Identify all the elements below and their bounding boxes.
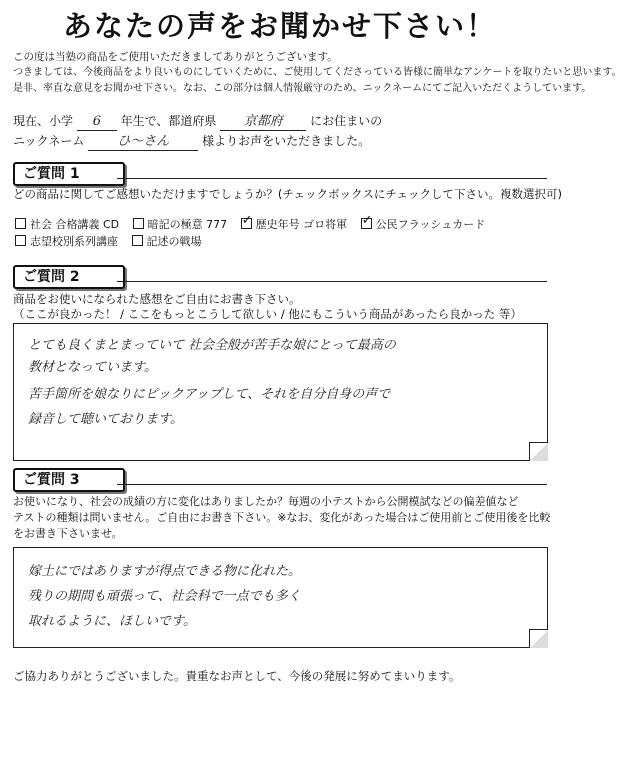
nickname-suffix: 様よりお声をいただきました。 [202,134,371,148]
q1-options-row-1 [15,217,495,233]
question-3-text-3: をお書き下さいませ。 [13,527,123,540]
intro-line-2: つきましては、今後商品をより良いものにしていくために、ご使用してくださっている皆様に簡単なアンケートを取りたいと思います。 [13,67,622,78]
option-memory-777[interactable]: 暗記の極意 777 [133,218,228,231]
answer-3-line-2: 残りの期間も頑張って、社会科で一点でも多く [28,589,301,604]
nickname-field[interactable]: ひ〜さん [88,134,198,151]
prefecture-field[interactable]: 京都府 [220,114,306,131]
answer-2-line-2: 教材となっています。 [28,360,157,375]
question-2-tab: ご質問 2 [13,265,125,289]
question-2-rule [117,281,547,282]
answer-2-line-1: とても良くまとまっていて 社会全般が苦手な娘にとって最高の [28,338,396,353]
question-1-tab: ご質問 1 [13,162,125,186]
checkbox-icon[interactable] [15,218,26,229]
checkbox-icon[interactable] [15,235,26,246]
checkbox-icon[interactable] [133,218,144,229]
checkbox-checked-icon[interactable] [241,218,252,229]
question-1-rule [117,178,547,179]
option-writing-battle[interactable]: 記述の戦場 [132,235,202,248]
grade-suffix: 年生で、都道府県 [120,114,217,128]
option-social-cd[interactable]: 社会 合格講義 CD [15,218,119,231]
option-school-course[interactable]: 志望校別系列講座 [15,235,118,248]
intro-line-3: 是非、率直な意見をお聞かせ下さい。なお、この部分は個人情報厳守のため、ニックネームにてご記入いただくようしています。 [13,83,592,94]
page-fold-icon [529,442,548,461]
answer-3-box[interactable] [13,547,548,648]
profile-line [13,113,382,131]
checkbox-checked-icon[interactable] [361,218,372,229]
question-2-hint: （ここが良かった！ / ここをもっとこうして欲しい / 他にもこういう商品があったら良かった 等） [13,307,522,321]
closing-text: ご協力ありがとうございました。貴重なお声として、今後の発展に努めてまいります。 [13,669,461,683]
checkbox-icon[interactable] [132,235,143,246]
intro-line-1: この度は当塾の商品をご使用いただきましてありがとうございます。 [13,51,338,63]
answer-2-line-3: 苦手箇所を娘なりにピックアップして、それを自分自身の声で [28,387,391,402]
question-3-text-1: お使いになり、社会の成績の方に変化はありましたか？毎週の小テストから公開模試などの偏差値など [13,495,519,508]
pref-suffix: にお住まいの [310,114,383,128]
page-title: あなたの声をお聞かせ下さい！ [62,9,497,43]
question-3-tab: ご質問 3 [13,468,125,492]
question-3-rule [117,484,547,485]
profile-prefix: 現在、小学 [13,114,74,128]
question-3-text-2: テストの種類は問いません。ご自由にお書き下さい。※なお、変化があった場合はご使用前とご使用後を比較 [13,511,551,524]
option-civics-flashcard[interactable]: ✓ 公民フラッシュカード [361,218,486,231]
page-fold-icon [529,629,548,648]
answer-3-line-1: 嫁土にではありますが得点できる物に化れた。 [28,564,302,579]
nickname-line [13,133,370,151]
question-2-text: 商品をお使いになられた感想をご自由にお書き下さい。 [13,292,301,306]
q1-options-row-2 [15,234,212,250]
answer-2-box[interactable] [13,323,548,461]
question-1-text: どの商品に関してご感想いただけますでしょうか？(チェックボックスにチェックして下さい。複数選択可) [13,187,563,201]
grade-field[interactable]: 6 [77,114,117,131]
option-history-gorosho[interactable]: ✓ 歴史年号 ゴロ将軍 [241,218,348,231]
nickname-label: ニックネーム [13,134,85,148]
answer-2-line-4: 録音して聴いております。 [28,412,183,427]
answer-3-line-3: 取れるように、ほしいです。 [28,614,196,629]
